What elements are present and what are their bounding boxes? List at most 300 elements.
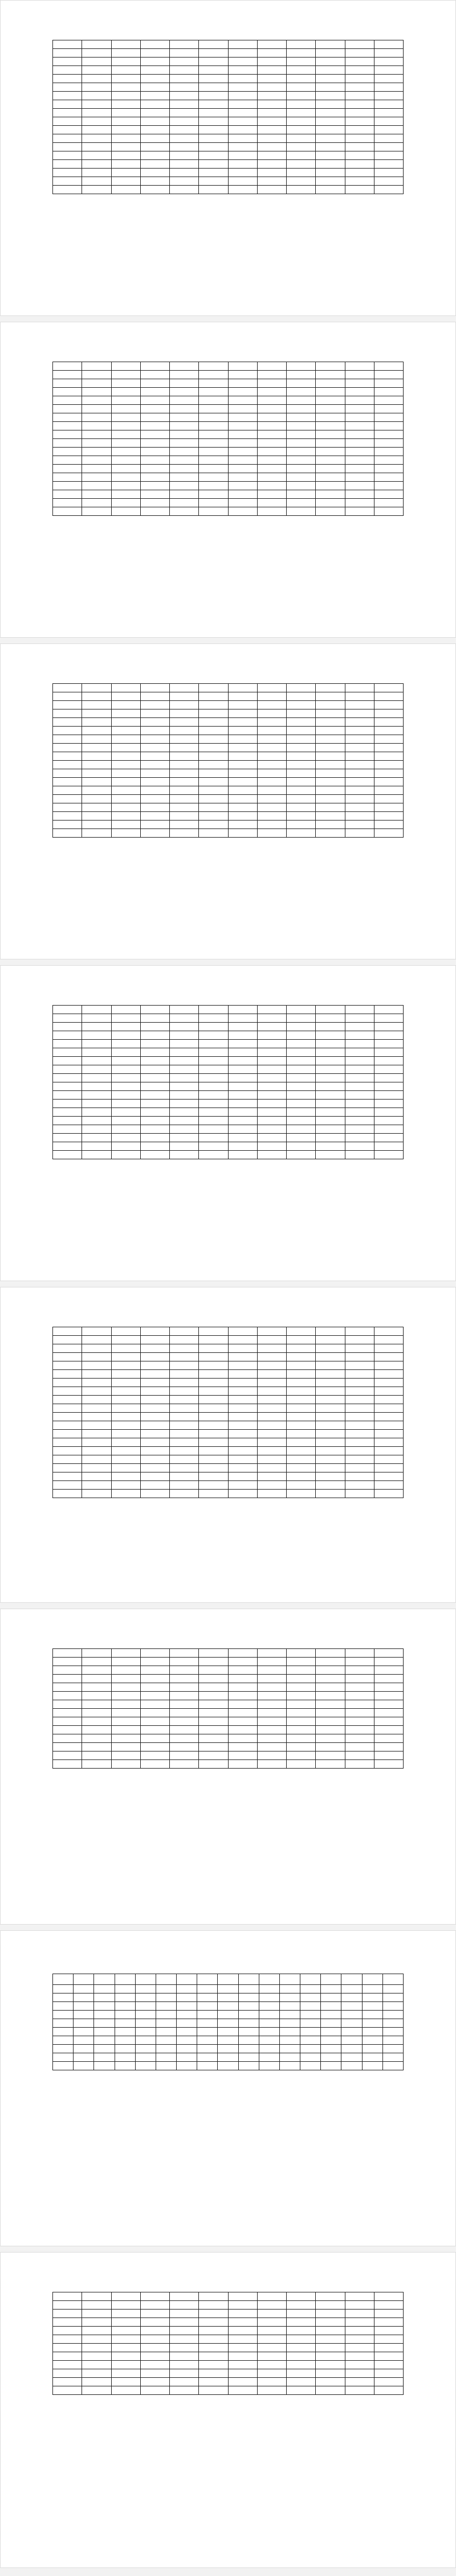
table-cell <box>170 727 199 735</box>
table-cell <box>287 1472 316 1481</box>
table-cell <box>53 1108 82 1117</box>
table-cell <box>199 100 228 109</box>
table-cell <box>341 2062 362 2070</box>
table-cell <box>170 1108 199 1117</box>
table-cell <box>228 1649 257 1658</box>
table-cell <box>228 1023 257 1031</box>
table-cell <box>374 1413 403 1421</box>
table-cell <box>199 786 228 795</box>
table-row <box>53 1649 404 1658</box>
table-cell <box>316 1683 345 1692</box>
table-cell <box>177 2028 197 2036</box>
table-cell <box>140 744 169 752</box>
table-cell <box>140 117 169 126</box>
table-cell <box>197 2053 218 2062</box>
table-cell <box>316 1490 345 1498</box>
table-cell <box>82 821 111 829</box>
table-cell <box>111 1490 140 1498</box>
table-cell <box>82 482 111 490</box>
table-row <box>53 186 404 194</box>
table-cell <box>111 709 140 718</box>
table-cell <box>140 1353 169 1361</box>
table-cell <box>170 2378 199 2386</box>
table-cell <box>228 169 257 177</box>
table-cell <box>257 1065 286 1074</box>
table-cell <box>53 2062 74 2070</box>
table-row <box>53 803 404 812</box>
table-cell <box>238 2062 259 2070</box>
table-cell <box>111 456 140 465</box>
table-cell <box>53 2318 82 2327</box>
table-row <box>53 1734 404 1743</box>
table-cell <box>199 422 228 430</box>
table-cell <box>140 2301 169 2310</box>
table-cell <box>140 109 169 117</box>
table-cell <box>374 709 403 718</box>
table-cell <box>82 692 111 701</box>
table-cell <box>228 1709 257 1717</box>
table-cell <box>82 2386 111 2395</box>
table-cell <box>140 1413 169 1421</box>
table-cell <box>199 1490 228 1498</box>
table-cell <box>228 2327 257 2335</box>
table-cell <box>279 2002 300 2011</box>
table-cell <box>374 160 403 169</box>
table-cell <box>316 1438 345 1447</box>
table-cell <box>345 1387 374 1396</box>
table-cell <box>287 718 316 727</box>
table-cell <box>374 744 403 752</box>
table-cell <box>82 1082 111 1091</box>
table-cell <box>82 718 111 727</box>
table-cell <box>345 692 374 701</box>
table-cell <box>316 1421 345 1430</box>
table-cell <box>345 75 374 83</box>
table-cell <box>345 2327 374 2335</box>
table-cell <box>228 1413 257 1421</box>
table-cell <box>374 1091 403 1100</box>
table-row <box>53 143 404 151</box>
table-cell <box>53 769 82 778</box>
table-row <box>53 709 404 718</box>
table-cell <box>170 2361 199 2369</box>
table-cell <box>228 507 257 516</box>
table-cell <box>177 1993 197 2002</box>
table-cell <box>228 752 257 761</box>
table-cell <box>82 1726 111 1734</box>
table-cell <box>218 2028 238 2036</box>
table-cell <box>53 465 82 473</box>
table-cell <box>111 1692 140 1700</box>
table-cell <box>170 1413 199 1421</box>
table-cell <box>287 1134 316 1142</box>
table-cell <box>257 1692 286 1700</box>
table-cell <box>170 701 199 709</box>
table-cell <box>228 117 257 126</box>
table-cell <box>199 709 228 718</box>
table-cell <box>374 100 403 109</box>
table-cell <box>82 58 111 66</box>
table-row <box>53 1082 404 1091</box>
table-cell <box>53 2344 82 2352</box>
table-cell <box>374 1040 403 1048</box>
table-cell <box>199 2344 228 2352</box>
table-cell <box>199 1091 228 1100</box>
table-cell <box>111 2369 140 2378</box>
table-row <box>53 473 404 482</box>
table-cell <box>82 439 111 448</box>
table-cell <box>111 1404 140 1413</box>
table-cell <box>287 1091 316 1100</box>
table-cell <box>316 473 345 482</box>
table-cell <box>140 2318 169 2327</box>
table-cell <box>140 1048 169 1057</box>
table-cell <box>257 507 286 516</box>
table-cell <box>316 405 345 413</box>
table-cell <box>287 1082 316 1091</box>
table-cell <box>197 2002 218 2011</box>
table-cell <box>53 1666 82 1675</box>
table-cell <box>177 2036 197 2045</box>
table-cell <box>53 1404 82 1413</box>
table-cell <box>345 1726 374 1734</box>
table-cell <box>82 1760 111 1769</box>
table-cell <box>287 2318 316 2327</box>
table-cell <box>374 1734 403 1743</box>
table-cell <box>345 2292 374 2301</box>
table-cell <box>82 786 111 795</box>
table-cell <box>345 1666 374 1675</box>
table-cell <box>140 1336 169 1344</box>
table-row <box>53 735 404 744</box>
table-cell <box>140 58 169 66</box>
table-cell <box>316 1743 345 1751</box>
table-cell <box>374 362 403 371</box>
table-cell <box>259 2002 279 2011</box>
table-row <box>53 684 404 692</box>
table-cell <box>287 2369 316 2378</box>
table-cell <box>170 1014 199 1023</box>
table-cell <box>257 1014 286 1023</box>
table-cell <box>140 2335 169 2344</box>
table-cell <box>170 379 199 388</box>
table-cell <box>82 75 111 83</box>
table-cell <box>374 109 403 117</box>
table-cell <box>287 362 316 371</box>
table-cell <box>135 2019 156 2028</box>
table-cell <box>177 2045 197 2053</box>
table-cell <box>374 126 403 134</box>
table-cell <box>345 1692 374 1700</box>
table-cell <box>321 1993 341 2002</box>
table-cell <box>94 2045 115 2053</box>
table-cell <box>345 1396 374 1404</box>
table-cell <box>257 430 286 439</box>
table-cell <box>345 100 374 109</box>
table-cell <box>53 1361 82 1370</box>
table-cell <box>170 507 199 516</box>
table-cell <box>228 1134 257 1142</box>
table-cell <box>287 2361 316 2369</box>
table-cell <box>374 1430 403 1438</box>
table-cell <box>218 2002 238 2011</box>
table-cell <box>287 1692 316 1700</box>
table-cell <box>53 371 82 379</box>
table-row <box>53 1421 404 1430</box>
table-cell <box>345 499 374 507</box>
table-cell <box>257 448 286 456</box>
table-cell <box>374 1455 403 1464</box>
table-cell <box>228 2301 257 2310</box>
table-cell <box>82 473 111 482</box>
table-cell <box>287 1421 316 1430</box>
table-cell <box>316 1370 345 1379</box>
table-cell <box>257 160 286 169</box>
table-cell <box>257 1658 286 1666</box>
table-row <box>53 1048 404 1057</box>
table-cell <box>140 2327 169 2335</box>
table-cell <box>199 795 228 803</box>
table-cell <box>345 413 374 422</box>
table-cell <box>53 473 82 482</box>
table-cell <box>82 1023 111 1031</box>
table-cell <box>316 778 345 786</box>
table-cell <box>321 2036 341 2045</box>
table-cell <box>199 812 228 821</box>
table-cell <box>53 379 82 388</box>
table-row <box>53 2301 404 2310</box>
table-cell <box>170 1379 199 1387</box>
table-cell <box>111 1353 140 1361</box>
table-cell <box>228 49 257 58</box>
table-cell <box>199 186 228 194</box>
table-cell <box>140 1421 169 1430</box>
table-cell <box>300 2028 321 2036</box>
table-cell <box>170 821 199 829</box>
table-cell <box>345 1031 374 1040</box>
table-cell <box>140 1125 169 1134</box>
table-cell <box>259 2062 279 2070</box>
table-cell <box>140 709 169 718</box>
table-cell <box>111 186 140 194</box>
table-cell <box>287 2378 316 2386</box>
table-cell <box>111 1413 140 1421</box>
table-cell <box>53 490 82 499</box>
table-cell <box>199 752 228 761</box>
table-cell <box>228 413 257 422</box>
table-cell <box>82 126 111 134</box>
table-cell <box>135 2002 156 2011</box>
table-cell <box>287 2352 316 2361</box>
table-cell <box>199 829 228 838</box>
table-cell <box>374 388 403 396</box>
table-cell <box>257 1370 286 1379</box>
table-header-row <box>53 1974 404 1985</box>
table-cell <box>321 2062 341 2070</box>
table-cell <box>177 2053 197 2062</box>
table-cell <box>257 1142 286 1151</box>
table-cell <box>345 1074 374 1082</box>
document-page <box>0 322 456 638</box>
table-cell <box>199 430 228 439</box>
table-cell <box>199 2378 228 2386</box>
table-cell <box>199 160 228 169</box>
table-cell <box>257 744 286 752</box>
table-cell <box>140 1751 169 1760</box>
table-row <box>53 2292 404 2301</box>
table-cell <box>362 2053 382 2062</box>
table-cell <box>53 1726 82 1734</box>
table-row <box>53 126 404 134</box>
table-cell <box>111 439 140 448</box>
table-cell <box>53 1734 82 1743</box>
table-cell <box>82 1057 111 1065</box>
table-row <box>53 778 404 786</box>
table-cell <box>259 1985 279 1993</box>
table-cell <box>53 701 82 709</box>
table-cell <box>156 2011 176 2019</box>
table-cell <box>53 2369 82 2378</box>
table-cell <box>140 379 169 388</box>
table-cell <box>218 1985 238 1993</box>
table-cell <box>257 75 286 83</box>
table-cell <box>53 1993 74 2002</box>
document-page <box>0 643 456 959</box>
table-cell <box>345 727 374 735</box>
table-cell <box>82 727 111 735</box>
table-cell <box>374 49 403 58</box>
table-cell <box>257 177 286 186</box>
table-cell <box>287 2310 316 2318</box>
table-cell <box>316 1082 345 1091</box>
table-cell <box>287 1675 316 1683</box>
table-cell <box>345 795 374 803</box>
table-cell <box>53 1014 82 1023</box>
table-cell <box>82 1666 111 1675</box>
table-row <box>53 1675 404 1683</box>
table-cell <box>199 778 228 786</box>
document-page <box>0 1930 456 2246</box>
table-cell <box>140 1464 169 1472</box>
table-cell <box>345 1353 374 1361</box>
table-cell <box>279 2028 300 2036</box>
table-cell <box>140 482 169 490</box>
table-cell <box>199 1074 228 1082</box>
table-cell <box>53 744 82 752</box>
table-cell <box>199 1048 228 1057</box>
table-cell <box>170 371 199 379</box>
table-cell <box>53 1760 82 1769</box>
table-cell <box>345 1134 374 1142</box>
table-cell <box>170 803 199 812</box>
table-cell <box>257 371 286 379</box>
table-cell <box>345 821 374 829</box>
table-cell <box>341 2019 362 2028</box>
table-cell <box>199 701 228 709</box>
table-cell <box>287 1464 316 1472</box>
table-cell <box>111 2344 140 2352</box>
table-cell <box>316 169 345 177</box>
table-cell <box>111 371 140 379</box>
table-cell <box>316 2352 345 2361</box>
table-cell <box>53 1472 82 1481</box>
table-cell <box>82 1040 111 1048</box>
table-cell <box>257 1734 286 1743</box>
table-header-cell <box>300 1974 321 1985</box>
table-cell <box>228 821 257 829</box>
table-cell <box>316 75 345 83</box>
table-cell <box>316 1709 345 1717</box>
table-row <box>53 117 404 126</box>
table-cell <box>345 1760 374 1769</box>
table-cell <box>316 1023 345 1031</box>
table-cell <box>74 1993 94 2002</box>
table-cell <box>374 2344 403 2352</box>
table-cell <box>257 1481 286 1490</box>
table-cell <box>140 1743 169 1751</box>
table-cell <box>228 160 257 169</box>
table-cell <box>316 795 345 803</box>
table-cell <box>82 1675 111 1683</box>
table-cell <box>345 151 374 160</box>
table-cell <box>228 795 257 803</box>
table-cell <box>228 75 257 83</box>
table-cell <box>140 1074 169 1082</box>
table-cell <box>170 473 199 482</box>
table-cell <box>374 1014 403 1023</box>
table-row <box>53 1413 404 1421</box>
table-cell <box>82 829 111 838</box>
table-cell <box>257 1490 286 1498</box>
table-cell <box>82 169 111 177</box>
table-cell <box>362 2002 382 2011</box>
table-cell <box>82 1344 111 1353</box>
table-cell <box>199 727 228 735</box>
table-cell <box>345 169 374 177</box>
table-row <box>53 1091 404 1100</box>
table-row <box>53 388 404 396</box>
table-cell <box>170 812 199 821</box>
table-cell <box>257 2318 286 2327</box>
table-cell <box>228 718 257 727</box>
table-cell <box>341 2002 362 2011</box>
table-cell <box>316 1065 345 1074</box>
table-cell <box>228 2344 257 2352</box>
table-row <box>53 1327 404 1336</box>
table-cell <box>287 40 316 49</box>
table-cell <box>287 1142 316 1151</box>
table-row <box>53 507 404 516</box>
table-cell <box>199 1649 228 1658</box>
table-row <box>53 2318 404 2327</box>
table-cell <box>382 2053 403 2062</box>
table-cell <box>170 1117 199 1125</box>
table-cell <box>53 58 82 66</box>
table-cell <box>53 1751 82 1760</box>
table-cell <box>374 769 403 778</box>
table-cell <box>287 1125 316 1134</box>
table-cell <box>374 1057 403 1065</box>
table-cell <box>287 744 316 752</box>
table-cell <box>218 2062 238 2070</box>
table-cell <box>53 2036 74 2045</box>
table-cell <box>374 1464 403 1472</box>
table-cell <box>228 803 257 812</box>
table-cell <box>345 769 374 778</box>
table-cell <box>140 1666 169 1675</box>
table-cell <box>374 396 403 405</box>
table-cell <box>170 1683 199 1692</box>
